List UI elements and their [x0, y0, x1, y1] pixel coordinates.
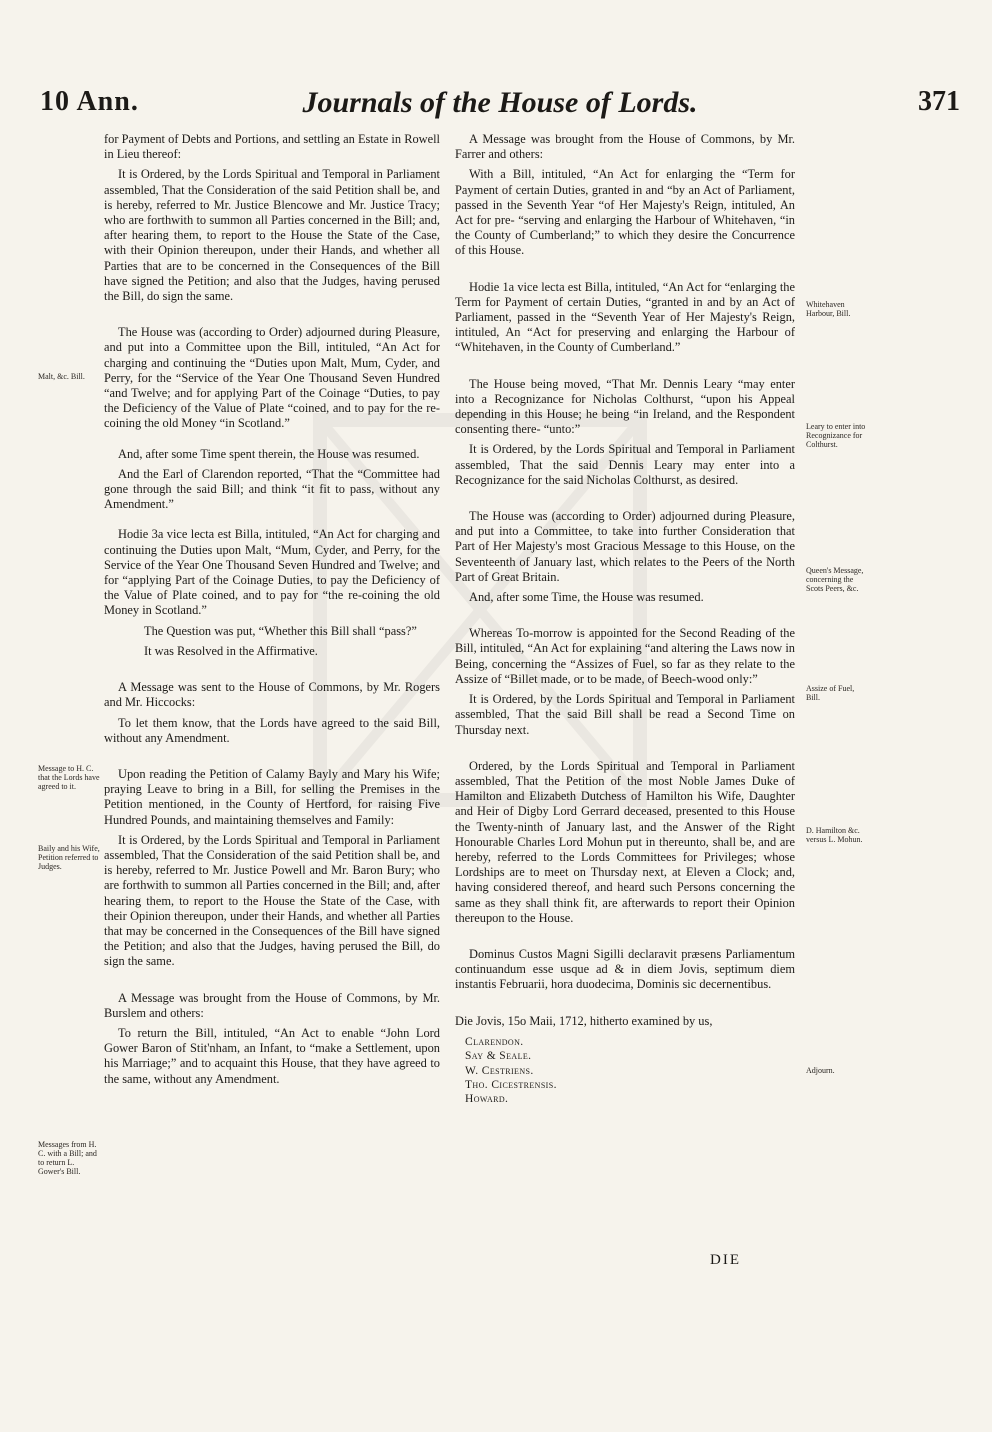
- margin-note: D. Hamilton &c. versus L. Mohun.: [806, 826, 863, 844]
- paragraph: Whereas To-morrow is appointed for the Second Reading of the Bill, intituled, “An Act for explaining “and altering the Laws now in Being, concerning the “Assizes of Fuel, so far as they relate to the Assize of “Billet made, or to be made, of Beech-wood only:”: [455, 626, 795, 686]
- paragraph: Ordered, by the Lords Spiritual and Temporal in Parliament assembled, That the Petition of the most Noble James Duke of Hamilton and Elizabeth Dutchess of Hamilton his Wife, Daughter and Heir of Digby Lord Gerrard deceased, presented to this House the Twenty-ninth of January last, and the Answer of the Right Honourable Charles Lord Mohun put in thereunto, shall be, and are hereby, referred to the Lords Committees for Privileges; whose Lordships are to meet on Thursday next, at Eleven a Clock; and, having considered thereof, and heard such Persons concerning the same as they shall think fit, are afterwards to report their Opinion thereupon to the House.: [455, 758, 795, 925]
- signature-name: Tho. Cicestrensis.: [465, 1078, 557, 1091]
- margin-note: Queen's Message, concerning the Scots Peers, &c.: [806, 566, 864, 593]
- margin-note: Assize of Fuel, Bill.: [806, 684, 855, 702]
- journal-title: Journals of the House of Lords.: [302, 86, 698, 119]
- paragraph: And the Earl of Clarendon reported, “That the “Committee had gone through the said Bill; and think “it fit to pass, without any Amendment.”: [104, 466, 440, 512]
- paragraph: Hodie 1a vice lecta est Billa, intituled, “An Act for “enlarging the Term for Payment of certain Duties, “granted in and by an Act of Parliament, passed in the “Seventh Year of Her Majesty's Reign, intituled, An “Act for preserving and enlarging the Harbour of “Whitehaven, in the County of Cumberland.”: [455, 279, 795, 355]
- paragraph: Upon reading the Petition of Calamy Bayly and Mary his Wife; praying Leave to bring in a Bill, for selling the Premises in the Petition mentioned, in the County of Hertford, for raising Five Hundred Pounds, and maintaining themselves and Family:: [104, 766, 440, 827]
- page-number: 371: [918, 86, 960, 117]
- paragraph: To return the Bill, intituled, “An Act to enable “John Lord Gower Baron of Stit'nham, an Infant, to “make a Settlement, upon his Marriage;” and to acquaint this House, that they have agreed to the same, without any Amendment.: [104, 1025, 440, 1086]
- paragraph: It was Resolved in the Affirmative.: [144, 643, 318, 658]
- margin-note: Malt, &c. Bill.: [38, 372, 85, 381]
- margin-note: Leary to enter into Recognizance for Colthurst.: [806, 422, 866, 449]
- signature-name: Clarendon.: [465, 1035, 524, 1048]
- paragraph: A Message was brought from the House of Commons, by Mr. Burslem and others:: [104, 990, 440, 1020]
- paragraph: The House was (according to Order) adjourned during Pleasure, and put into a Committee upon the Bill, intituled, “An Act for charging and continuing the “Duties upon Malt, Mum, Cyder, and Perry, for the “Service of the Year One Thousand Seven Hundred “and Twelve; and for applying Part of the Coinage “Duties, to pay the Deficiency of the Value of Plate “coined, and to pay for the re-coining the old Money “in Scotland.”: [104, 325, 440, 431]
- paragraph: A Message was sent to the House of Commons, by Mr. Rogers and Mr. Hiccocks:: [104, 680, 440, 710]
- paragraph: for Payment of Debts and Portions, and settling an Estate in Rowell in Lieu thereof:: [104, 132, 440, 162]
- left-column: [104, 132, 440, 1092]
- paragraph: It is Ordered, by the Lords Spiritual and Temporal in Parliament assembled, That the said Dennis Leary may enter into a Recognizance for the said Nicholas Colthurst, as desired.: [455, 442, 795, 487]
- paragraph: To let them know, that the Lords have agreed to the said Bill, without any Amendment.: [104, 715, 440, 745]
- paragraph: It is Ordered, by the Lords Spiritual and Temporal in Parliament assembled, That the Consideration of the said Petition shall be, and is hereby, referred to Mr. Justice Blencowe and Mr. Justice Tracy; who are forthwith to summon all Parties concerned in the Bill; and, after hearing them, to report to the House the State of the Case, with their Opinion thereupon, under their Hands, and whether all Parties that are to be concerned in the Consequences of the Bill have signed the Petition; and also that the Judges, having perused the Bill, do sign the same.: [104, 167, 440, 304]
- signature-list: [465, 1035, 795, 1107]
- regnal-year: 10 Ann.: [40, 86, 139, 117]
- paragraph: And, after some Time, the House was resumed.: [469, 590, 704, 605]
- margin-note: Whitehaven Harbour, Bill.: [806, 300, 851, 318]
- page-header: [40, 86, 960, 130]
- paragraph: And, after some Time spent therein, the House was resumed.: [118, 446, 420, 461]
- paragraph: A Message was brought from the House of Commons, by Mr. Farrer and others:: [455, 132, 795, 162]
- paragraph: Dominus Custos Magni Sigilli declaravit præsens Parliamentum continuandum esse usque ad & in diem Jovis, septimum diem instantis Februarii, hora duodecima, Dominis sic decernentibus.: [455, 946, 795, 992]
- signature-name: W. Cestriens.: [465, 1064, 534, 1077]
- signature-name: Say & Seale.: [465, 1050, 532, 1063]
- paragraph: It is Ordered, by the Lords Spiritual and Temporal in Parliament assembled, That the said Bill shall be read a Second Time on Thursday next.: [455, 692, 795, 737]
- paragraph: The House being moved, “That Mr. Dennis Leary “may enter into a Recognizance for Nicholas Colthurst, “upon his Appeal depending in this House; he being “in Ireland, and the Respondent consenting there- “unto:”: [455, 376, 795, 437]
- margin-note: Message to H. C. that the Lords have agreed to it.: [38, 764, 100, 791]
- margin-note: Messages from H. C. with a Bill; and to return L. Gower's Bill.: [38, 1140, 97, 1176]
- margin-note: Adjourn.: [806, 1066, 835, 1075]
- paragraph: With a Bill, intituled, “An Act for enlarging the “Term for Payment of certain Duties, granted in and “by an Act of Parliament, passed in the Seventh Year “of Her Majesty's Reign, intituled, An Act for pre- “serving and enlarging the Harbour of Whitehaven, “in the County of Cumberland;” to which they desire the Concurrence of this House.: [455, 167, 795, 258]
- margin-note: Baily and his Wife, Petition referred to Judges.: [38, 844, 100, 871]
- signature-block: [455, 1014, 795, 1107]
- paragraph: The House was (according to Order) adjourned during Pleasure, and put into a Committee, to take into further Consideration that Part of Her Majesty's most Gracious Message to this House, on the Seventeenth of January last, which relates to the Peers of the North Part of Great Britain.: [455, 509, 795, 584]
- signature-name: Howard.: [465, 1093, 509, 1106]
- signature-intro: Die Jovis, 15o Maii, 1712, hitherto examined by us,: [455, 1013, 713, 1028]
- paragraph: It is Ordered, by the Lords Spiritual and Temporal in Parliament assembled, That the Consideration of the said Petition shall be, and is hereby, referred to Mr. Justice Powell and Mr. Baron Bury; who are forthwith to summon all Parties concerned in the Bill; and, after hearing them, to report to the House the State of the Case, with their Opinion thereupon, under their Hands, and whether all Parties that may be concerned in the Consequences of the Bill have signed the Petition; and also that the Judges, having perused the Bill, do sign the same.: [104, 832, 440, 969]
- paragraph: The Question was put, “Whether this Bill shall “pass?”: [144, 623, 417, 638]
- paragraph: Hodie 3a vice lecta est Billa, intituled, “An Act for charging and continuing the Duties upon Malt, “Mum, Cyder, and Perry, for the Service of the Year One Thousand Seven Hundred and Twelve; and for “applying Part of the Coinage Duties, to pay the Deficiency of the Value of Plate coined, and to pay for “the re-coining the old Money in Scotland.”: [104, 527, 440, 618]
- right-column: [455, 132, 795, 1107]
- catchword: DIE: [710, 1252, 741, 1268]
